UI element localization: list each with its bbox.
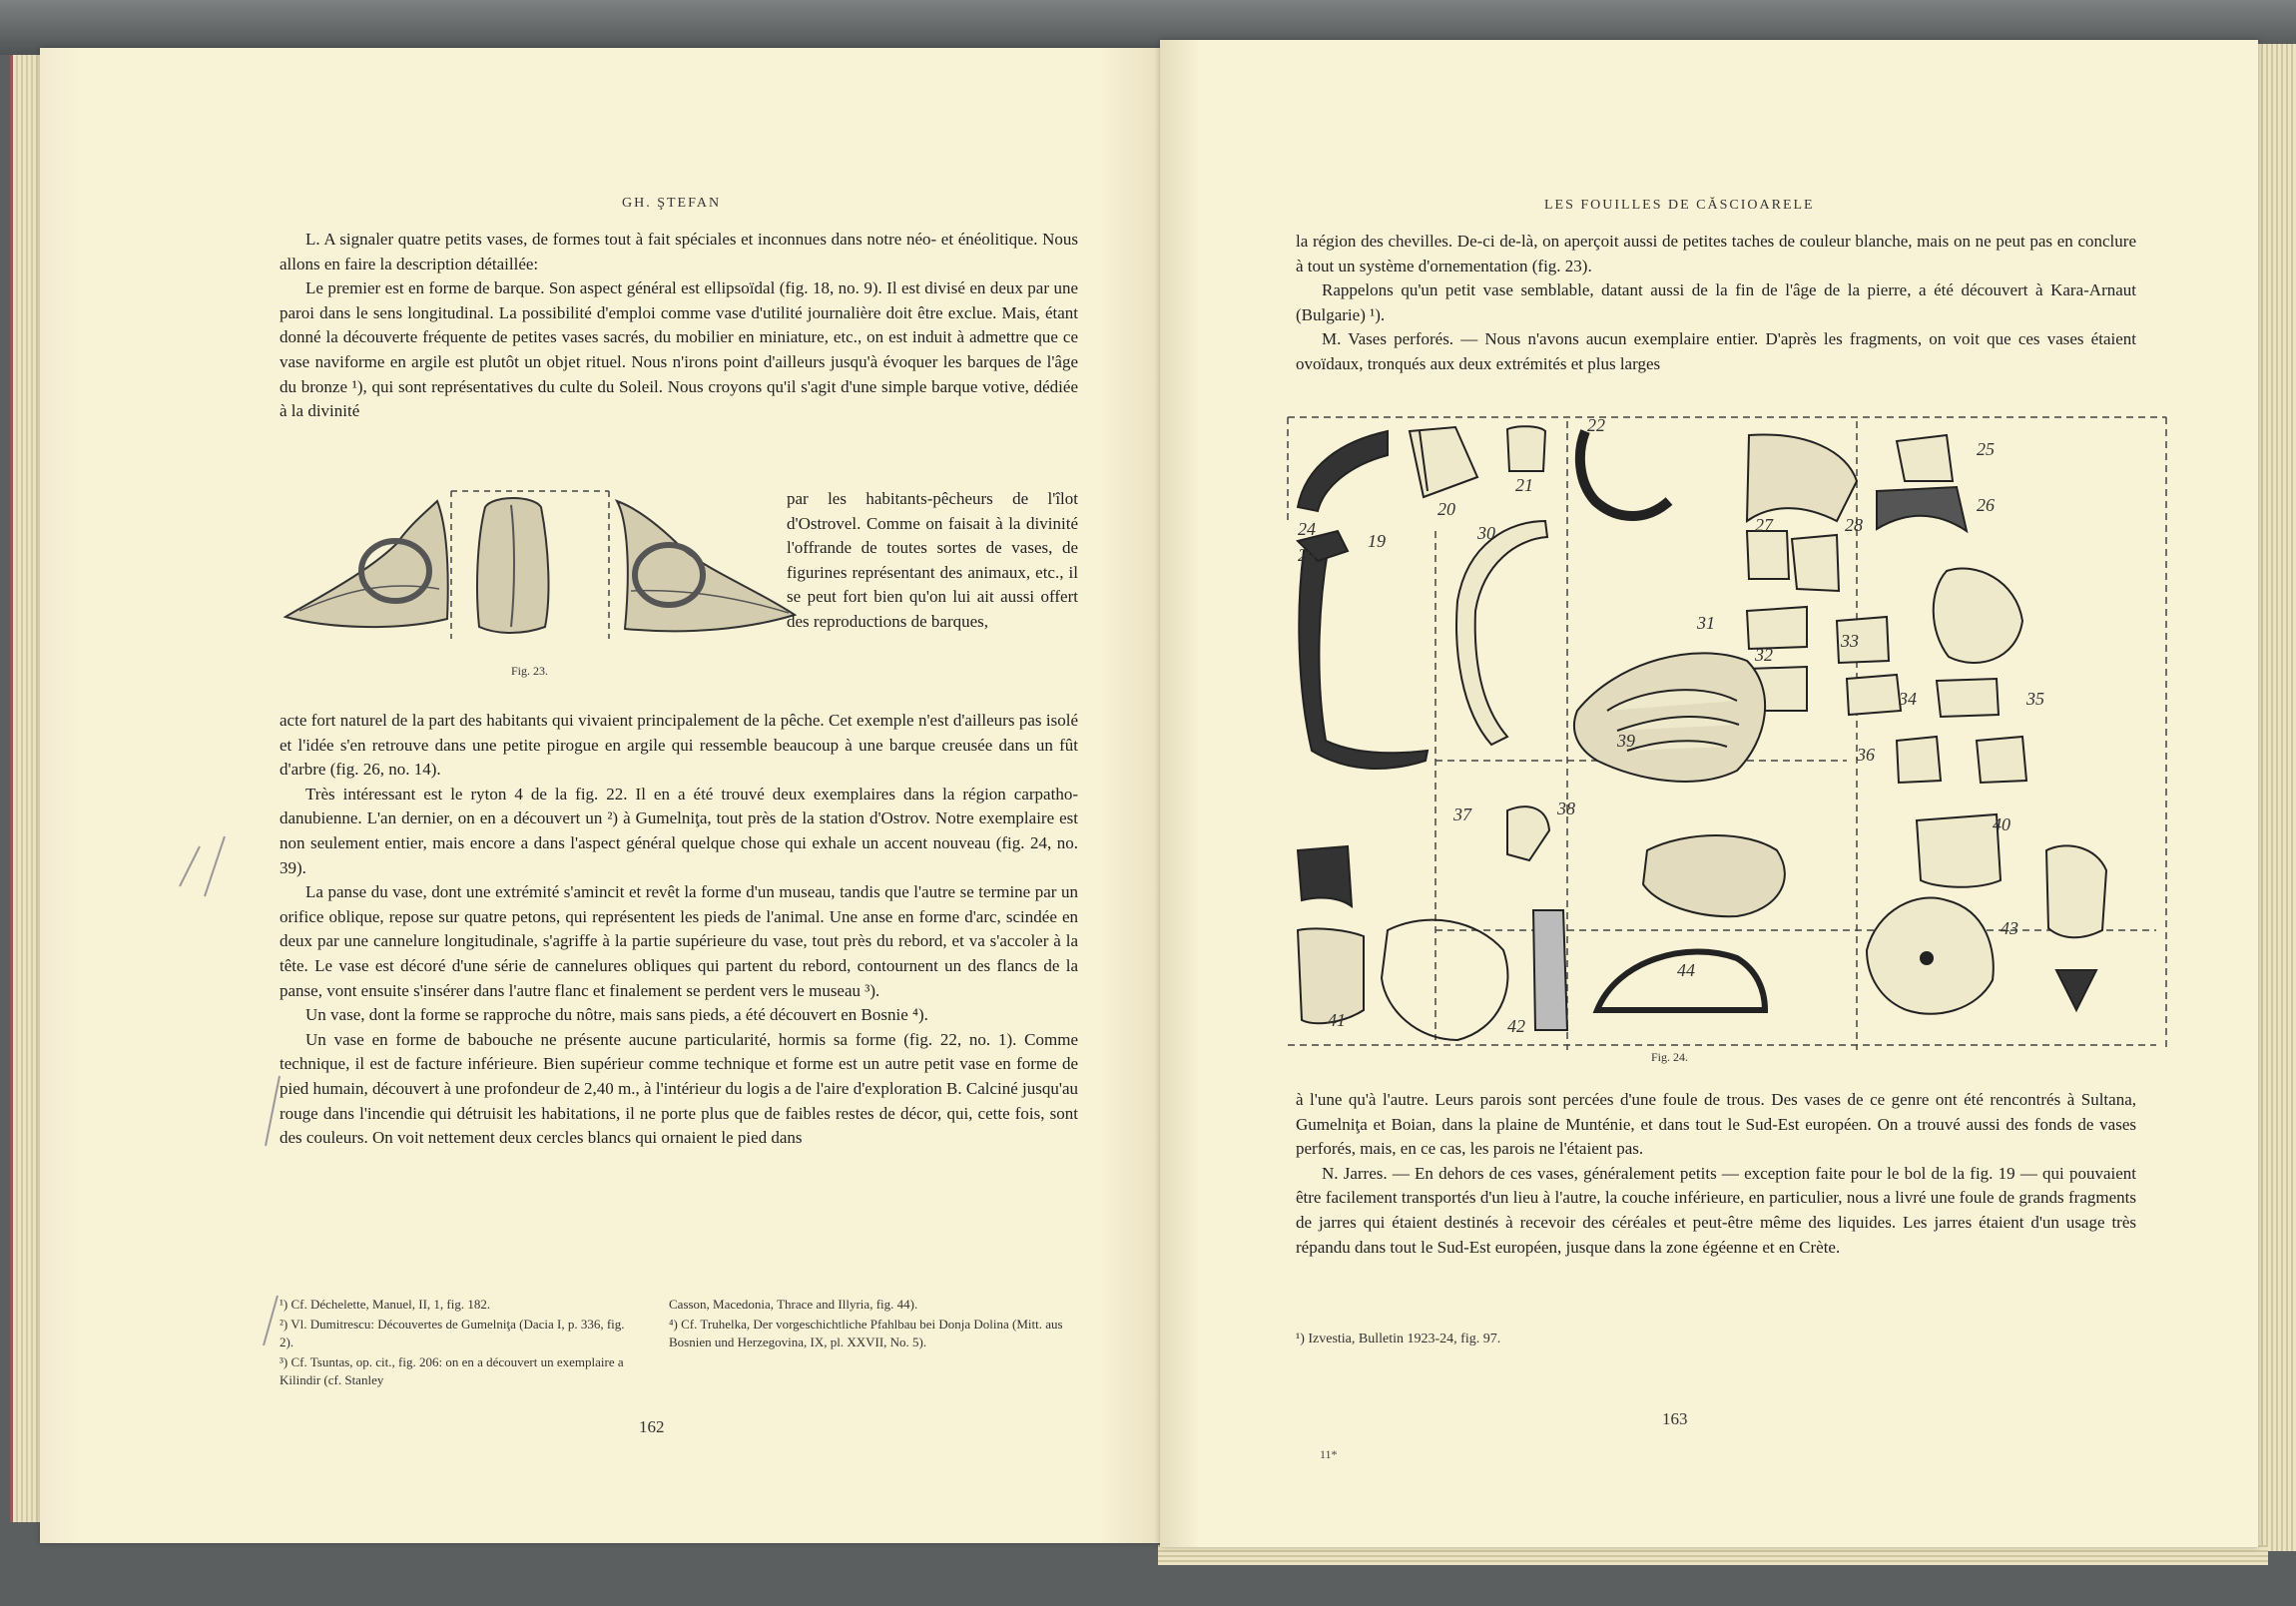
paragraph: Très intéressant est le ryton 4 de la fig. 22. Il en a été trouvé deux exemplaires dans la région carpatho-danubienne. L'an dernier, on en a découvert un ²) à Gumelniţa, tout près de la station d'Ostrov. Notre exemplaire est non seulement entier, mais encore a dans l'aspect général quelque chose qui exhale un accent nouveau (fig. 24, no. 39).: [280, 784, 1078, 877]
fig24-label: 42: [1507, 1016, 1525, 1036]
paragraph: acte fort naturel de la part des habitants qui vivaient principalement de la pêche. Cet exemple n'est d'ailleurs pas isolé et l'idée s'en retrouve dans une petite pirogue en argile qui ressemble beaucoup à une barque creusée dans un fût d'arbre (fig. 26, no. 14).: [280, 711, 1078, 780]
figure-23-caption: Fig. 23.: [511, 664, 549, 678]
paragraph: Un vase en forme de babouche ne présente aucune particularité, hormis sa forme (fig. 22, no. 1). Comme technique, il est de facture inférieure. Bien supérieur comme technique et forme est un autre petit vase en forme de pied humain, découvert à une profondeur de 2,40 m., à l'intérieur du logis a de l'aire d'exploration B. Calciné jusqu'au rouge dans l'incendie qui détruisit les habitations, il ne porte plus que de faibles restes de décor, qui, cette fois, sont des couleurs. On voit nettement deux cercles blancs qui ornaient le pied dans: [280, 1029, 1078, 1148]
fig24-label: 19: [1368, 531, 1386, 551]
footnote: ³) Cf. Tsuntas, op. cit., fig. 206: on en a découvert un exemplaire a Kilindir (cf. Stanley: [280, 1354, 624, 1387]
paragraph: Rappelons qu'un petit vase semblable, datant aussi de la fin de l'âge de la pierre, a été découvert à Kara-Arnaut (Bulgarie) ¹).: [1296, 280, 2136, 324]
fig24-label: 29: [1298, 545, 1316, 565]
fig24-label: 38: [1557, 799, 1575, 818]
footnote: ⁴) Cf. Truhelka, Der vorgeschichtliche Pfahlbau bei Donja Dolina (Mitt. aus Bosnien und Herzegovina, IX, pl. XXVII, No. 5).: [669, 1317, 1063, 1349]
fig24-label: 21: [1515, 475, 1533, 495]
fig24-label: 27: [1755, 515, 1773, 535]
fig24-label: 32: [1755, 645, 1773, 665]
fig24-label: 40: [1993, 814, 2010, 834]
right-page-number: 163: [1662, 1409, 1688, 1428]
fig24-label: 39: [1617, 731, 1635, 751]
left-running-head: GH. ŞTEFAN: [622, 196, 722, 211]
bottom-page-edges: [1158, 1545, 2268, 1565]
fig24-label: 34: [1899, 689, 1917, 709]
left-footnotes-col1: [280, 1296, 639, 1391]
figure-24-pottery-fragments: [1278, 411, 2176, 1050]
paragraph: Le premier est en forme de barque. Son aspect général est ellipsoïdal (fig. 18, no. 9). Il est divisé en deux par une paroi dans le sens longitudinal. La possibilité d'emploi comme vase d'utilité journalière doit être exclue. Mais, étant donné la découverte fréquente de petites vases sacrés, du mobilier en miniature, etc., on est induit à admettre que ce vase naviforme en argile est plutôt un objet rituel. Nous n'irons point d'ailleurs jusqu'à évoquer les barques de l'âge du bronze ¹), qui sont représentatives du culte du Soleil. Nous croyons qu'il s'agit d'une simple barque votive, dédiée à la divinité: [280, 278, 1078, 421]
paragraph: La panse du vase, dont une extrémité s'amincit et revêt la forme d'un museau, tandis que l'autre se termine par un orifice oblique, repose sur quatre petons, qui représentent les pieds de l'animal. Une anse en forme d'arc, scindée en deux par une cannelure longitudinale, s'agriffe à la partie supérieure du vase, tout près du rebord, et va s'accoler à la tête. Le vase est décoré d'une série de cannelures obliques qui partent du rebord, contournent un des flancs de la panse, vont ensuite s'insérer dans l'autre flanc et finalement se perdent vers le museau ³).: [280, 882, 1078, 1000]
left-footnotes-col2: [669, 1296, 1068, 1353]
figure-24-caption: Fig. 24.: [1651, 1050, 1689, 1064]
left-text-bottom: [280, 709, 1078, 1151]
fig24-label: 28: [1845, 515, 1863, 535]
left-wrap-text: par les habitants-pêcheurs de l'îlot d'Ostrovel. Comme on faisait à la divinité l'offrande de toutes sortes de vases, de figurines représentant des animaux, etc., il se peut fort bien qu'on lui ait aussi offert des reproductions de barques,: [787, 489, 1078, 631]
fig24-label: 31: [1697, 613, 1715, 633]
left-page-number: 162: [639, 1417, 665, 1436]
right-footnote: ¹) Izvestia, Bulletin 1923-24, fig. 97.: [1296, 1332, 1501, 1346]
left-page: [40, 48, 1160, 1543]
footnote: ¹) Cf. Déchelette, Manuel, II, 1, fig. 182.: [280, 1297, 491, 1312]
fig24-label: 20: [1437, 499, 1455, 519]
fig24-label: 35: [2026, 689, 2044, 709]
paragraph: M. Vases perforés. — Nous n'avons aucun exemplaire entier. D'après les fragments, on voit que ces vases étaient ovoïdaux, tronqués aux deux extrémités et plus larges: [1296, 329, 2136, 373]
paragraph: N. Jarres. — En dehors de ces vases, généralement petits — exception faite pour le bol de la fig. 19 — qui pouvaient être facilement transportés d'un lieu à l'autre, la couche inférieure, en particulier, nous a livré une foule de grands fragments de jarres qui étaient destinés à recevoir des céréales et peut-être même des liquides. Les jarres étaient d'un usage très répandu dans tout le Sud-Est européen, jusque dans la zone égéenne et en Crète.: [1296, 1163, 2136, 1257]
right-page-edges: [2258, 44, 2296, 1551]
left-page-edges: [10, 55, 43, 1522]
footnote: Casson, Macedonia, Thrace and Illyria, fig. 44).: [669, 1297, 918, 1312]
paragraph: Un vase, dont la forme se rapproche du nôtre, mais sans pieds, a été découvert en Bosnie ⁴).: [305, 1005, 928, 1025]
figure-23-boat-vases: [280, 479, 799, 659]
printer-signature: 11*: [1320, 1447, 1338, 1461]
fig24-label: 33: [1841, 631, 1859, 651]
fig24-label: 37: [1453, 804, 1471, 824]
fig24-label: 41: [1328, 1010, 1346, 1030]
fig24-label: 44: [1677, 960, 1695, 980]
pencil-margin-mark: [160, 826, 250, 906]
fig24-label: 25: [1977, 439, 1995, 459]
pencil-margin-line: [250, 1066, 289, 1345]
right-running-head: LES FOUILLES DE CĂSCIOARELE: [1544, 198, 1815, 213]
paragraph: L. A signaler quatre petits vases, de formes tout à fait spéciales et inconnues dans notre néo- et énéolitique. Nous allons en faire la description détaillée:: [280, 230, 1078, 273]
footnote: ²) Vl. Dumitrescu: Découvertes de Gumelniţa (Dacia I, p. 336, fig. 2).: [280, 1317, 625, 1349]
fig24-label: 43: [2001, 918, 2018, 938]
fig24-label: 24: [1298, 519, 1316, 539]
fig24-label: 36: [1857, 745, 1875, 765]
paragraph: à l'une qu'à l'autre. Leurs parois sont percées d'une foule de trous. Des vases de ce genre ont été rencontrés à Sultana, Gumelniţa et Boian, dans la plaine de Munténie, et dans tout le Sud-Est européen. On a trouvé aussi des fonds de vases perforés, mais, en ce cas, les parois ne l'étaient pas.: [1296, 1090, 2136, 1159]
fig24-label: 30: [1477, 523, 1495, 543]
fig24-label: 22: [1587, 415, 1605, 435]
left-text-top: [280, 228, 1078, 424]
right-page: [1160, 40, 2258, 1547]
paragraph: la région des chevilles. De-ci de-là, on aperçoit aussi de petites taches de couleur blanche, mais on ne peut pas en conclure à tout un système d'ornementation (fig. 23).: [1296, 232, 2136, 275]
right-text-bottom: [1296, 1088, 2136, 1260]
right-text-top: [1296, 230, 2136, 377]
fig24-label: 26: [1977, 495, 1995, 515]
